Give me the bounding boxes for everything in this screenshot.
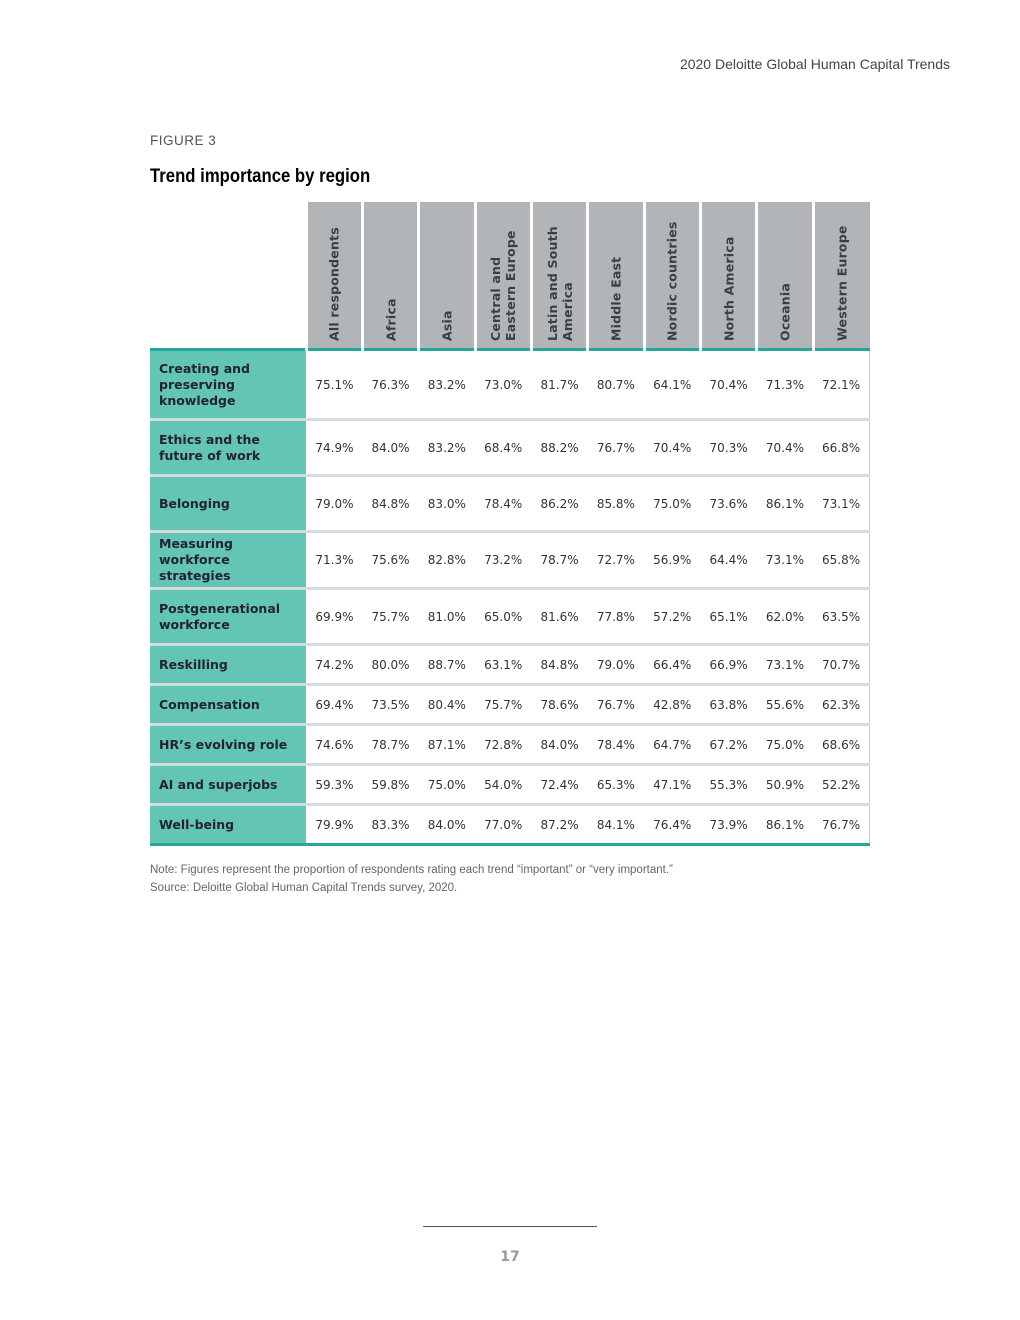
value-cell: 79.9% <box>306 805 362 845</box>
value-cell: 75.6% <box>362 532 418 589</box>
column-header-label: Middle East <box>608 256 624 341</box>
value-cell: 78.4% <box>475 476 531 532</box>
value-cell: 63.5% <box>813 589 869 645</box>
value-cell: 86.1% <box>757 805 813 845</box>
value-cell: 75.7% <box>362 589 418 645</box>
value-cell: 71.3% <box>306 532 362 589</box>
value-cell: 75.0% <box>644 476 700 532</box>
value-cell: 62.3% <box>813 685 869 725</box>
value-cell: 47.1% <box>644 765 700 805</box>
value-cell: 76.7% <box>588 685 644 725</box>
value-cell: 80.4% <box>419 685 475 725</box>
trend-name-cell: Measuring workforce strategies <box>150 532 306 589</box>
value-cell: 74.9% <box>306 420 362 476</box>
figure-label: FIGURE 3 <box>150 133 217 148</box>
value-cell: 72.8% <box>475 725 531 765</box>
value-cell: 84.0% <box>531 725 587 765</box>
value-cell: 80.0% <box>362 645 418 685</box>
value-cell: 78.4% <box>588 725 644 765</box>
trend-name-cell: Well-being <box>150 805 306 845</box>
value-cell: 66.9% <box>700 645 756 685</box>
value-cell: 84.1% <box>588 805 644 845</box>
value-cell: 73.1% <box>757 532 813 589</box>
value-cell: 73.6% <box>700 476 756 532</box>
value-cell: 72.4% <box>531 765 587 805</box>
column-header-label: North America <box>721 236 737 341</box>
value-cell: 59.8% <box>362 765 418 805</box>
table-row <box>150 765 870 805</box>
trend-name-cell: Reskilling <box>150 645 306 685</box>
value-cell: 75.7% <box>475 685 531 725</box>
value-cell: 64.4% <box>700 532 756 589</box>
value-cell: 73.1% <box>813 476 869 532</box>
value-cell: 52.2% <box>813 765 869 805</box>
column-header-label: All respondents <box>326 227 342 341</box>
running-header: 2020 Deloitte Global Human Capital Trends <box>679 56 950 72</box>
value-cell: 83.2% <box>419 350 475 420</box>
value-cell: 73.2% <box>475 532 531 589</box>
value-cell: 70.3% <box>700 420 756 476</box>
value-cell: 76.3% <box>362 350 418 420</box>
table-row <box>150 350 870 420</box>
value-cell: 74.6% <box>306 725 362 765</box>
value-cell: 84.0% <box>362 420 418 476</box>
value-cell: 75.0% <box>419 765 475 805</box>
table-corner <box>150 202 306 350</box>
value-cell: 84.8% <box>362 476 418 532</box>
table-row <box>150 589 870 645</box>
value-cell: 78.6% <box>531 685 587 725</box>
value-cell: 77.8% <box>588 589 644 645</box>
value-cell: 86.2% <box>531 476 587 532</box>
value-cell: 76.4% <box>644 805 700 845</box>
trend-name-cell: Ethics and the future of work <box>150 420 306 476</box>
table-row <box>150 645 870 685</box>
column-header-label: Africa <box>383 298 399 341</box>
value-cell: 84.0% <box>419 805 475 845</box>
trend-table-container <box>150 202 870 846</box>
value-cell: 66.4% <box>644 645 700 685</box>
value-cell: 70.4% <box>757 420 813 476</box>
value-cell: 88.2% <box>531 420 587 476</box>
value-cell: 54.0% <box>475 765 531 805</box>
value-cell: 70.4% <box>644 420 700 476</box>
trend-name-cell: Belonging <box>150 476 306 532</box>
value-cell: 66.8% <box>813 420 869 476</box>
trend-name-cell: Compensation <box>150 685 306 725</box>
trend-name-cell: AI and superjobs <box>150 765 306 805</box>
value-cell: 73.5% <box>362 685 418 725</box>
column-header <box>475 202 531 350</box>
table-row <box>150 532 870 589</box>
column-header <box>757 202 813 350</box>
value-cell: 72.1% <box>813 350 869 420</box>
value-cell: 81.0% <box>419 589 475 645</box>
value-cell: 79.0% <box>588 645 644 685</box>
figure-title: Trend importance by region <box>150 166 371 187</box>
trend-name-cell: HR’s evolving role <box>150 725 306 765</box>
value-cell: 75.1% <box>306 350 362 420</box>
column-header-label: Central and Eastern Europe <box>488 230 519 341</box>
value-cell: 50.9% <box>757 765 813 805</box>
value-cell: 82.8% <box>419 532 475 589</box>
column-header <box>362 202 418 350</box>
value-cell: 73.1% <box>757 645 813 685</box>
value-cell: 87.1% <box>419 725 475 765</box>
value-cell: 64.7% <box>644 725 700 765</box>
page-number: 17 <box>500 1249 520 1265</box>
value-cell: 70.7% <box>813 645 869 685</box>
column-header <box>306 202 362 350</box>
value-cell: 74.2% <box>306 645 362 685</box>
value-cell: 79.0% <box>306 476 362 532</box>
value-cell: 69.4% <box>306 685 362 725</box>
value-cell: 76.7% <box>588 420 644 476</box>
value-cell: 78.7% <box>531 532 587 589</box>
column-header-label: Latin and South America <box>544 226 575 341</box>
note-text: Note: Figures represent the proportion of respondents rating each trend “important” or “very important.” <box>150 864 673 876</box>
value-cell: 71.3% <box>757 350 813 420</box>
value-cell: 68.6% <box>813 725 869 765</box>
value-cell: 87.2% <box>531 805 587 845</box>
value-cell: 55.3% <box>700 765 756 805</box>
table-row <box>150 420 870 476</box>
value-cell: 65.1% <box>700 589 756 645</box>
column-header-label: Asia <box>439 310 455 341</box>
value-cell: 83.2% <box>419 420 475 476</box>
trend-importance-table <box>150 202 870 846</box>
column-header-label: Oceania <box>777 283 793 341</box>
value-cell: 78.7% <box>362 725 418 765</box>
column-header-label: Nordic countries <box>664 221 680 341</box>
value-cell: 63.1% <box>475 645 531 685</box>
column-header <box>813 202 869 350</box>
value-cell: 67.2% <box>700 725 756 765</box>
value-cell: 84.8% <box>531 645 587 685</box>
value-cell: 81.6% <box>531 589 587 645</box>
value-cell: 72.7% <box>588 532 644 589</box>
value-cell: 68.4% <box>475 420 531 476</box>
table-row <box>150 685 870 725</box>
value-cell: 73.0% <box>475 350 531 420</box>
table-row <box>150 725 870 765</box>
value-cell: 59.3% <box>306 765 362 805</box>
value-cell: 83.0% <box>419 476 475 532</box>
value-cell: 76.7% <box>813 805 869 845</box>
column-header <box>531 202 587 350</box>
column-header-label: Western Europe <box>834 225 850 341</box>
value-cell: 81.7% <box>531 350 587 420</box>
value-cell: 62.0% <box>757 589 813 645</box>
value-cell: 69.9% <box>306 589 362 645</box>
value-cell: 65.8% <box>813 532 869 589</box>
value-cell: 85.8% <box>588 476 644 532</box>
table-body <box>150 350 870 845</box>
value-cell: 65.3% <box>588 765 644 805</box>
value-cell: 77.0% <box>475 805 531 845</box>
column-header <box>700 202 756 350</box>
column-header-row <box>150 202 870 350</box>
value-cell: 80.7% <box>588 350 644 420</box>
value-cell: 73.9% <box>700 805 756 845</box>
value-cell: 83.3% <box>362 805 418 845</box>
value-cell: 56.9% <box>644 532 700 589</box>
value-cell: 42.8% <box>644 685 700 725</box>
trend-name-cell: Postgenerational workforce <box>150 589 306 645</box>
value-cell: 57.2% <box>644 589 700 645</box>
footer-rule <box>423 1226 597 1227</box>
value-cell: 64.1% <box>644 350 700 420</box>
table-row <box>150 805 870 845</box>
value-cell: 65.0% <box>475 589 531 645</box>
value-cell: 88.7% <box>419 645 475 685</box>
value-cell: 86.1% <box>757 476 813 532</box>
trend-name-cell: Creating and preserving knowledge <box>150 350 306 420</box>
value-cell: 55.6% <box>757 685 813 725</box>
figure-notes <box>150 861 673 897</box>
value-cell: 70.4% <box>700 350 756 420</box>
source-text: Source: Deloitte Global Human Capital Trends survey, 2020. <box>150 882 458 894</box>
column-header <box>419 202 475 350</box>
column-header <box>644 202 700 350</box>
table-row <box>150 476 870 532</box>
column-header <box>588 202 644 350</box>
value-cell: 63.8% <box>700 685 756 725</box>
value-cell: 75.0% <box>757 725 813 765</box>
